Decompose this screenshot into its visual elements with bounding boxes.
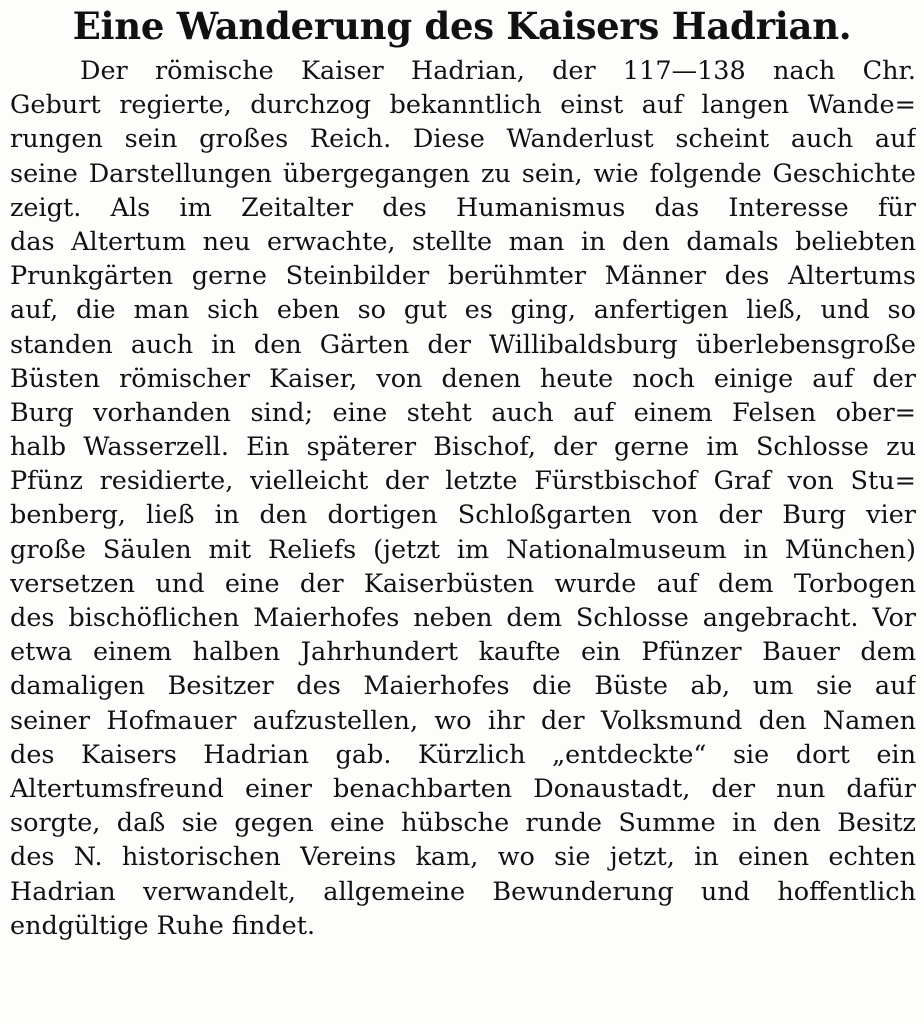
- article-line: zeigt. Als im Zeitalter des Humanismus das Interesse für: [10, 192, 916, 223]
- article-line: Der römische Kaiser Hadrian, der 117—138 nach Chr.: [80, 56, 916, 86]
- article-line: halb Wasserzell. Ein späterer Bischof, der gerne im Schlosse zu: [10, 432, 916, 463]
- article-line: große Säulen mit Reliefs (jetzt im Nationalmuseum in München): [10, 534, 916, 565]
- article-line: benberg, ließ in den dortigen Schloßgarten von der Burg vier: [10, 500, 916, 531]
- article-line: damaligen Besitzer des Maierhofes die Büste ab, um sie auf: [10, 671, 916, 702]
- article-line: endgültige Ruhe findet.: [10, 910, 316, 941]
- article-title: Eine Wanderung des Kaisers Hadrian.: [72, 4, 852, 48]
- article-line: etwa einem halben Jahrhundert kaufte ein Pfünzer Bauer dem: [10, 637, 916, 668]
- article-line: seiner Hofmauer aufzustellen, wo ihr der Volksmund den Namen: [10, 705, 916, 736]
- article-line: Prunkgärten gerne Steinbilder berühmter Männer des Altertums: [10, 261, 916, 292]
- article-line: rungen sein großes Reich. Diese Wanderlust scheint auch auf: [10, 124, 916, 155]
- article-line: Hadrian verwandelt, allgemeine Bewunderung und hoffentlich: [10, 876, 916, 907]
- article-line: sorgte, daß sie gegen eine hübsche runde Summe in den Besitz: [10, 808, 916, 839]
- article-line: auf, die man sich eben so gut es ging, anfertigen ließ, und so: [10, 295, 916, 326]
- article-line: Burg vorhanden sind; eine steht auch auf einem Felsen ober=: [10, 397, 916, 428]
- article-line: versetzen und eine der Kaiserbüsten wurde auf dem Torbogen: [10, 568, 916, 599]
- article-body: [10, 54, 916, 943]
- article-line: das Altertum neu erwachte, stellte man in den damals beliebten: [10, 226, 916, 257]
- article-line: des Kaisers Hadrian gab. Kürzlich „entdeckte“ sie dort ein: [10, 739, 916, 770]
- article-line: Altertumsfreund einer benachbarten Donaustadt, der nun dafür: [10, 773, 916, 804]
- article-line: des N. historischen Vereins kam, wo sie jetzt, in einen echten: [10, 842, 916, 873]
- article-line: Geburt regierte, durchzog bekanntlich einst auf langen Wande=: [10, 90, 916, 121]
- article-line: standen auch in den Gärten der Willibaldsburg überlebensgroße: [10, 329, 916, 360]
- article-line: Pfünz residierte, vielleicht der letzte Fürstbischof Graf von Stu=: [10, 466, 916, 497]
- article-line: seine Darstellungen übergegangen zu sein, wie folgende Geschichte: [10, 158, 916, 189]
- article-line: des bischöflichen Maierhofes neben dem Schlosse angebracht. Vor: [10, 603, 916, 633]
- article-line: Büsten römischer Kaiser, von denen heute noch einige auf der: [10, 363, 916, 394]
